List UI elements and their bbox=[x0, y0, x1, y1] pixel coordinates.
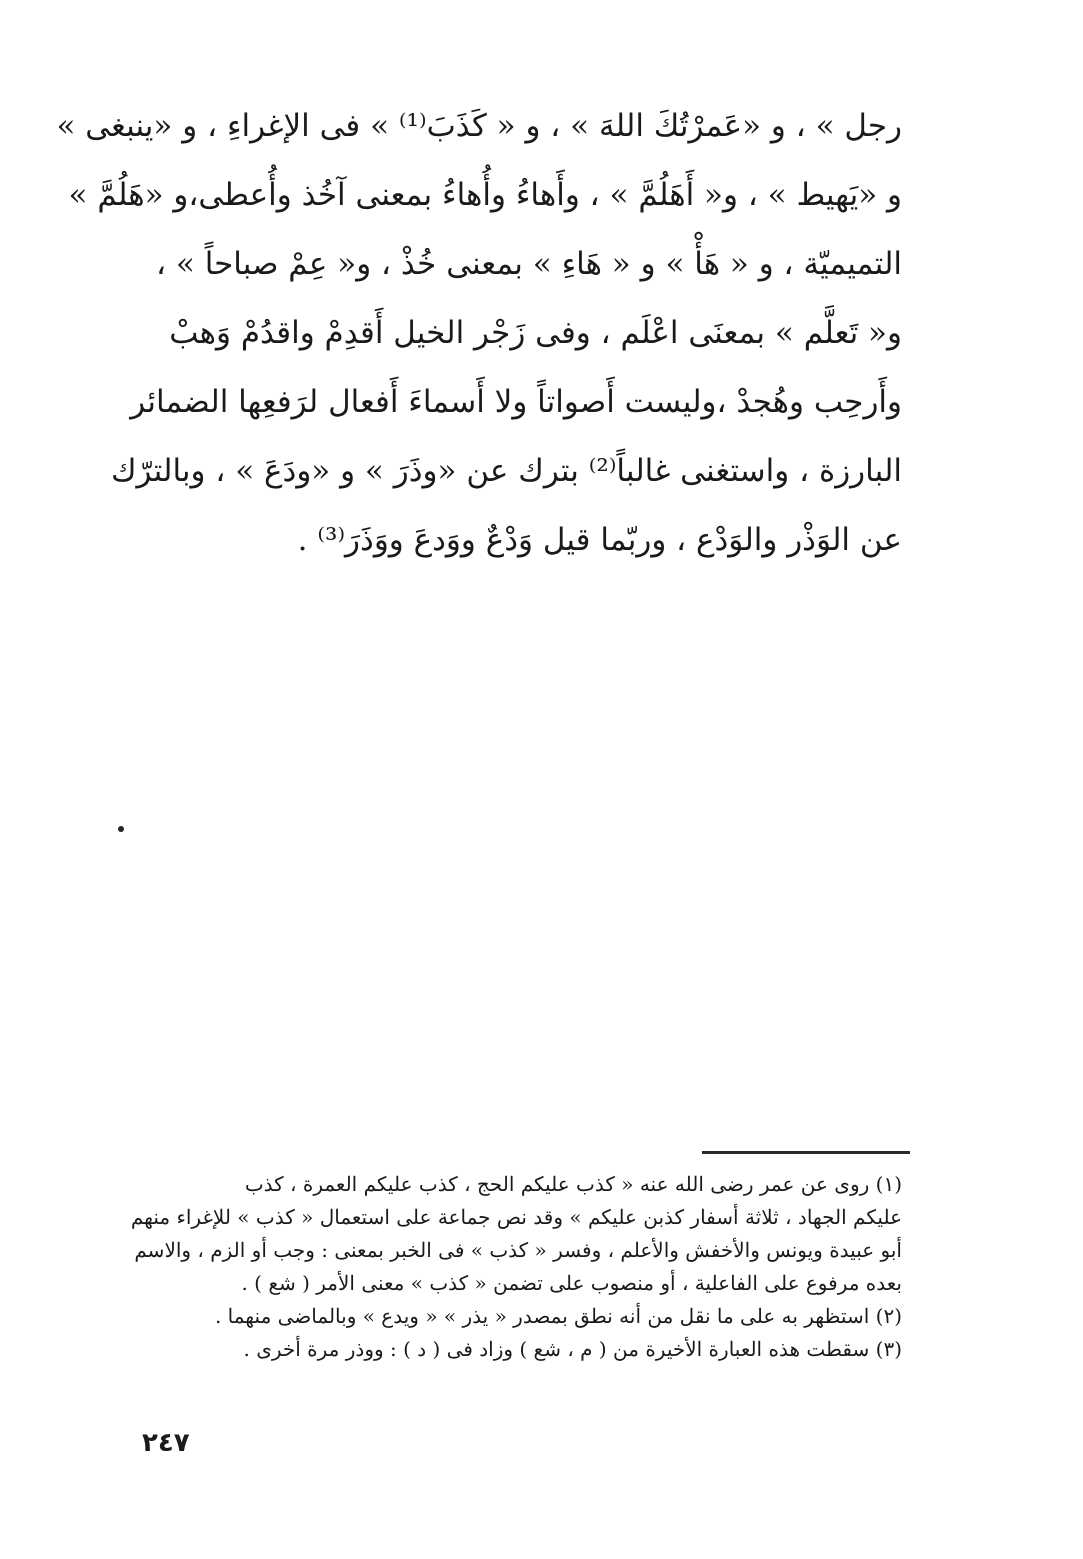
footnote-line: (١) روى عن عمر رضى الله عنه « كذب عليكم الحج ، كذب عليكم العمرة ، كذب bbox=[244, 1172, 902, 1196]
footnote-line: بعده مرفوع على الفاعلية ، أو منصوب على تضمن « كذب » معنى الأمر ( شع ) . bbox=[241, 1271, 902, 1295]
footnotes bbox=[130, 1168, 902, 1366]
footnote-line: أبو عبيدة ويونس والأخفش والأعلم ، وفسر « كذب » فى الخبر بمعنى : وجب أو الزم ، والاسم bbox=[134, 1238, 902, 1262]
text-line: التميميّة ، و « هَأْ » و « هَاءِ » بمعنى خُذْ ، و« عِمْ صباحاً » ، bbox=[156, 246, 902, 282]
footnote-line: (٢) استظهر به على ما نقل من أنه نطق بمصدر « يذر » « ويدع » وبالماضى منهما . bbox=[214, 1304, 902, 1328]
main-text bbox=[56, 92, 902, 575]
text-line: وأَرحِب وهُجدْ ،وليست أَصواتاً ولا أَسماءَ أَفعال لرَفعِها الضمائر bbox=[130, 384, 902, 420]
text-line: عن الوَذْر والوَدْع ، وربّما قيل وَدْعٌ ووَدعَ ووَذَرَ⁽³⁾ . bbox=[297, 522, 902, 558]
footnote-line: عليكم الجهاد ، ثلاثة أسفار كذبن عليكم » وقد نص جماعة على استعمال « كذب » للإغراء منهم bbox=[130, 1205, 902, 1229]
text-line: و« تَعلَّم » بمعنَى اعْلَم ، وفى زَجْر الخيل أَقدِمْ واقدُمْ وَهبْ bbox=[169, 315, 902, 351]
stray-dot bbox=[118, 826, 124, 832]
footnote-divider bbox=[702, 1151, 910, 1154]
text-line: البارزة ، واستغنى غالباً⁽²⁾ بترك عن «وذَرَ » و «ودَعَ » ، وبالترّك bbox=[110, 453, 902, 489]
text-line: و «يَهيط » ، و« أَهَلُمَّ » ، وأَهاءُ وأُهاءُ بمعنى آخُذ وأُعطى،و «هَلُمَّ » bbox=[68, 177, 902, 213]
text-line: رجل » ، و «عَمرْتُكَ اللهَ » ، و « كَذَبَ⁽¹⁾ » فى الإغراءِ ، و «ينبغى » bbox=[56, 108, 902, 144]
page-number: ٢٤٧ bbox=[142, 1428, 190, 1458]
footnote-line: (٣) سقطت هذه العبارة الأخيرة من ( م ، شع ) وزاد فى ( د ) : ووذر مرة أخرى . bbox=[243, 1337, 902, 1361]
